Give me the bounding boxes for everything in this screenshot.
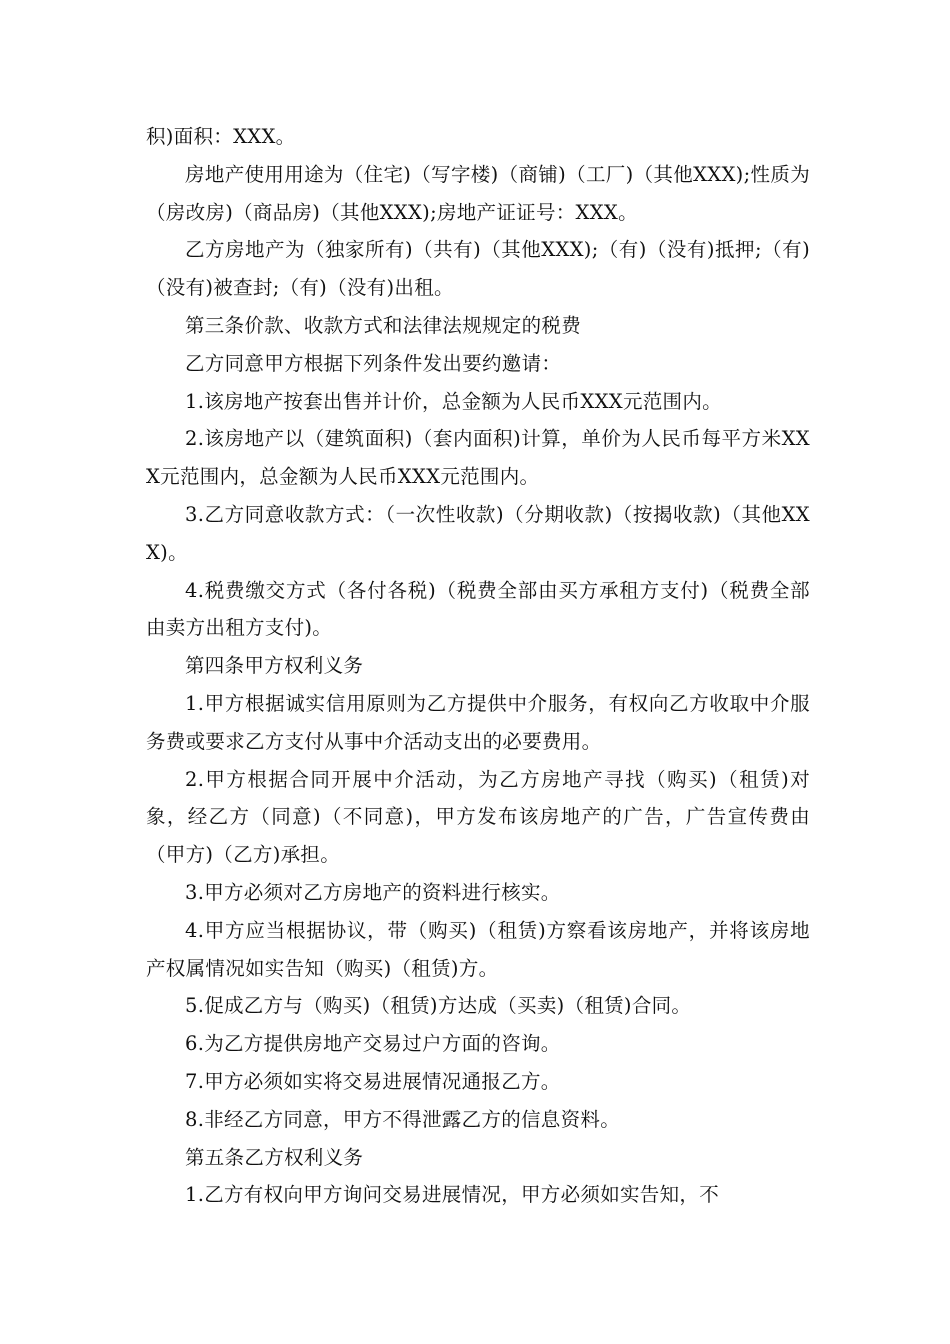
clause-4-7: 7.甲方必须如实将交易进展情况通报乙方。 <box>185 1069 561 1093</box>
heading-article-3: 第三条价款、收款方式和法律法规规定的税费 <box>185 313 582 337</box>
document-body <box>146 118 810 1214</box>
paragraph-area-continuation: 积)面积：XXX。 <box>146 125 296 148</box>
clause-4-1: 1.甲方根据诚实信用原则为乙方提供中介服务，有权向乙方收取中介服务费或要求乙方支付从事中介活动支出的必要费用。 <box>146 691 810 753</box>
clause-4-4: 4.甲方应当根据协议，带（购买)（租赁)方察看该房地产，并将该房地产权属情况如实告知（购买)（租赁)方。 <box>146 918 810 980</box>
clause-4-3: 3.甲方必须对乙方房地产的资料进行核实。 <box>185 880 561 904</box>
clause-4-8: 8.非经乙方同意，甲方不得泄露乙方的信息资料。 <box>185 1107 621 1131</box>
clause-4-6: 6.为乙方提供房地产交易过户方面的咨询。 <box>185 1032 561 1056</box>
clause-3-2: 2.该房地产以（建筑面积)（套内面积)计算，单价为人民币每平方米XXX元范围内，总金额为人民币XXX元范围内。 <box>146 427 810 489</box>
clause-4-5: 5.促成乙方与（购买)（租赁)方达成（买卖)（租赁)合同。 <box>185 994 692 1018</box>
clause-3-4: 4.税费缴交方式（各付各税)（税费全部由买方承租方支付)（税费全部由卖方出租方支付)。 <box>146 578 810 640</box>
paragraph-usage: 房地产使用用途为（住宅)（写字楼)（商铺)（工厂)（其他XXX);性质为（房改房)（商品房)（其他XXX);房地产证证号：XXX。 <box>146 162 810 224</box>
clause-5-1: 1.乙方有权向甲方询问交易进展情况，甲方必须如实告知，不 <box>185 1183 720 1207</box>
heading-article-4: 第四条甲方权利义务 <box>185 654 364 678</box>
clause-3-1: 1.该房地产按套出售并计价，总金额为人民币XXX元范围内。 <box>185 389 722 413</box>
clause-3-3: 3.乙方同意收款方式：（一次性收款)（分期收款)（按揭收款)（其他XXX)。 <box>146 502 810 564</box>
paragraph-offer-invitation: 乙方同意甲方根据下列条件发出要约邀请： <box>185 351 562 375</box>
clause-4-2: 2.甲方根据合同开展中介活动，为乙方房地产寻找（购买)（租赁)对象，经乙方（同意)（不同意)，甲方发布该房地产的广告，广告宣传费由（甲方)（乙方)承担。 <box>146 767 810 867</box>
paragraph-ownership: 乙方房地产为（独家所有)（共有)（其他XXX);（有)（没有)抵押;（有)（没有)被查封;（有)（没有)出租。 <box>146 238 810 300</box>
heading-article-5: 第五条乙方权利义务 <box>185 1145 364 1169</box>
